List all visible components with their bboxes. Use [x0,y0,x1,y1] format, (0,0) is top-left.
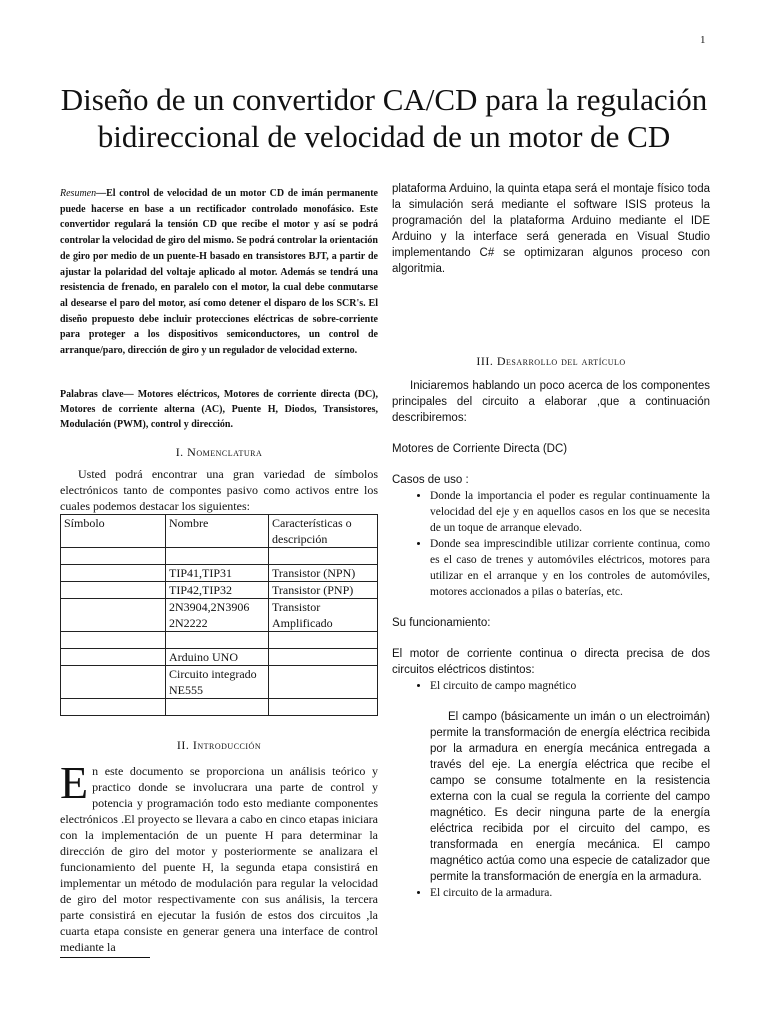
funcionamiento-label: Su funcionamiento: [392,617,491,629]
right-column [392,180,710,901]
campo-list [392,678,710,694]
table-cell [269,631,378,648]
table-cell: Circuito integrado NE555 [166,665,269,698]
motores-heading: Motores de Corriente Directa (DC) [392,443,568,455]
table-header-row [61,514,378,547]
left-column [60,180,378,958]
nomenclature-intro: Usted podrá encontrar una gran variedad de símbolos electrónicos tanto de compontes pasivo como activos entre los cuales podemos destacar los siguientes: [60,466,378,513]
table-header: Nombre [166,514,269,547]
table-cell [269,665,378,698]
section-heading-nomenclatura: I. Nomenclatura [175,444,263,459]
table-cell: TIP41,TIP31 [166,564,269,581]
nomenclature-table [60,514,378,716]
table-row [61,698,378,715]
abstract-dash: — [96,188,107,199]
page-number: 1 [700,34,706,46]
table-cell [61,631,166,648]
abstract-label: Resumen [60,188,97,199]
armadura-list [392,885,710,901]
table-cell: 2N3904,2N3906 2N2222 [166,598,269,631]
table-cell [166,547,269,564]
table-cell [61,698,166,715]
introduction-continued: plataforma Arduino, la quinta etapa será el montaje físico toda la simulación será mediante el software ISIS proteus la programación del la plataforma Arduino mediante el IDE Arduino y la interface será generada en Visual Studio implementando C# se optimizaran algunos proceso con algoritmia. [392,183,710,275]
introduction-paragraph [60,756,378,955]
casos-list [392,488,710,600]
list-item: • El circuito de campo magnético [430,678,710,694]
table-cell [61,564,166,581]
introduction-text: n este documento se proporciona un análisis teórico y practico donde se involucrara una parte de control y potencia y programación todo esto mediante componentes electrónicos .El proyecto se llevara a cabo en cinco etapas iniciara con la implementación de un puente H para determinar la dirección de giro del motor y posteriormente se analizara el funcionamiento del puente H, la segunda etapa consistirá en implementar un método de modulación para regular la velocidad de giro del motor respectivamente con sus análisis, la tercera parte consistirá en ejecutar la fusión de estos dos circuitos ,la cuarta etapa consiste en generar genera una interface de control mediante la [60,763,378,954]
table-cell: Arduino UNO [166,648,269,665]
list-item: • El circuito de la armadura. [430,885,710,901]
desarrollo-intro: Iniciaremos hablando un poco acerca de los componentes principales del circuito a elaborar ,que a continuación describiremos: [392,380,710,424]
table-cell: Transistor (PNP) [269,581,378,598]
underline-divider [60,957,150,958]
table-cell [61,648,166,665]
table-row [61,598,378,631]
table-header: Símbolo [61,514,166,547]
table-row [61,564,378,581]
table-cell [61,598,166,631]
table-row [61,631,378,648]
table-row [61,547,378,564]
campo-text: El campo (básicamente un imán o un electroimán) permite la transformación de energía eléctrica recibida por la armadura en energía mecánica entregada a través del eje. La energía eléctrica que recibe el campo se consume totalmente en la resistencia externa con la cual se regula la corriente del campo magnético. Es decir ninguna parte de la energía eléctrica recibida por el circuito del campo, es transformada en energía mecánica. El campo magnético actúa como una especie de catalizador que permite la transformación de energía en la armadura. [430,711,710,883]
table-row [61,581,378,598]
table-cell: TIP42,TIP32 [166,581,269,598]
drop-cap: E [60,756,89,808]
table-cell [269,648,378,665]
table-cell: Transistor Amplificado [269,598,378,631]
abstract-text: El control de velocidad de un motor CD de imán permanente puede hacerse en base a un rectificador controlado monofásico. Este convertidor regulará la tensión CD que recibe el motor y así se podrá controlar la velocidad de giro del mismo. Se podrá controlar la orientación de giro por medio de un puente-H basado en transistores BJT, a partir de ajustar la polaridad del voltaje aplicado al motor. Además se tendrá una resistencia de frenado, en paralelo con el motor, la cual debe conmutarse al desearse el paro del motor, así como detener el disparo de los SCR's. El diseño propuesto debe incluir protecciones eléctricas de sobre-corriente para proteger a los dispositivos semiconductores, un control de arranque/paro, dirección de giro y un regulador de velocidad externo. [60,188,378,357]
table-cell [269,547,378,564]
table-row [61,648,378,665]
table-cell: Transistor (NPN) [269,564,378,581]
section-heading-introduccion: II. Introducción [176,737,262,752]
table-cell [166,698,269,715]
list-item: • Donde sea imprescindible utilizar corriente continua, como es el caso de trenes y automóviles eléctricos, motores para utilizar en el arranque y en los controles de automóviles, motores accionados a pilas o baterías, etc. [430,536,710,600]
table-header: Características o descripción [269,514,378,547]
table-row [61,665,378,698]
table-cell [269,698,378,715]
table-cell [166,631,269,648]
casos-label: Casos de uso : [392,474,469,486]
paper-title: Diseño de un convertidor CA/CD para la regulación bidireccional de velocidad de un motor de CD [60,81,708,154]
keywords: Palabras clave— Motores eléctricos, Motores de corriente directa (DC), Motores de corriente alterna (AC), Puente H, Diodos, Transistores, Modulación (PWM), control y dirección. [60,388,378,430]
section-heading-desarrollo: III. Desarrollo del artículo [476,354,626,368]
table-cell [61,547,166,564]
table-cell [61,581,166,598]
abstract [60,186,378,359]
motor-text: El motor de corriente continua o directa precisa de dos circuitos eléctricos distintos: [392,648,710,676]
list-item: • Donde la importancia el poder es regular continuamente la velocidad del eje y en aquellos casos en los que se necesita de un toque de arranque elevado. [430,488,710,536]
table-cell [61,665,166,698]
